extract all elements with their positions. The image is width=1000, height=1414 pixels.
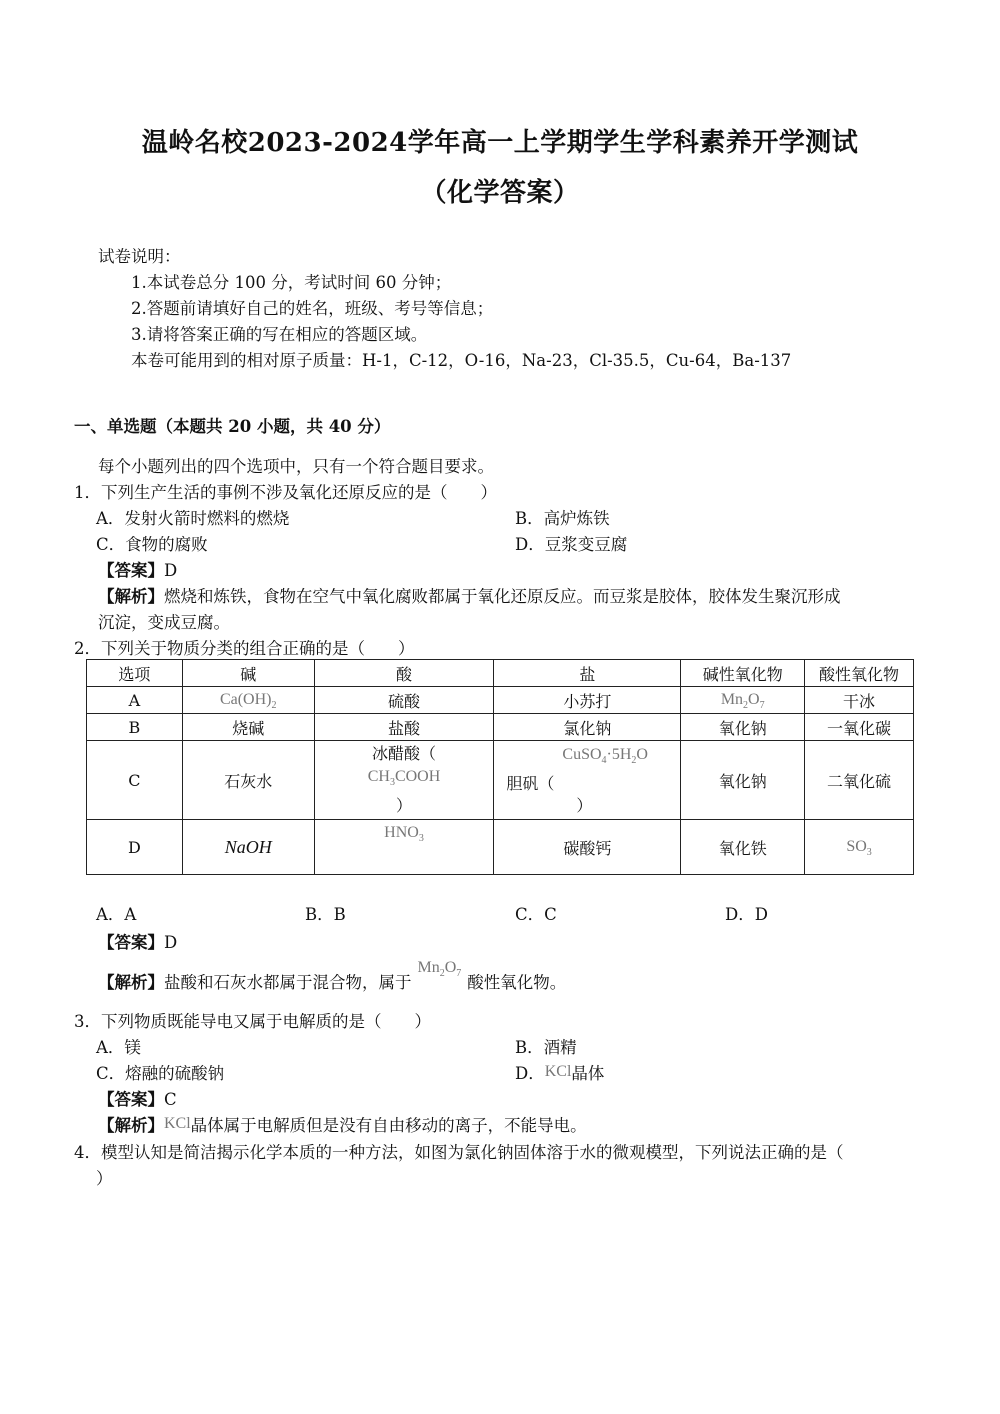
formula: $HNO_3$	[384, 824, 424, 845]
q2-analysis	[98, 959, 567, 1001]
answer-label: 【答案】	[98, 933, 164, 952]
answer-label: 【答案】	[98, 1090, 164, 1109]
analysis-label: 【解析】	[98, 973, 164, 992]
table-cell: 氧化铁	[681, 820, 805, 875]
table-cell	[182, 687, 314, 714]
formula: NaOH	[224, 836, 272, 857]
instructions-heading: 试卷说明：	[98, 247, 181, 266]
table-header: 碱性氧化物	[681, 660, 805, 687]
q2-option-d: D．D	[725, 905, 768, 924]
section-intro: 每个小题列出的四个选项中，只有一个符合题目要求。	[98, 457, 494, 476]
table-cell: 小苏打	[494, 687, 681, 714]
formula: $CuSO_4\cdot 5H_2O$	[562, 746, 648, 767]
q3-option-c: C．熔融的硫酸钠	[96, 1064, 225, 1083]
q2-option-b: B．B	[305, 905, 346, 924]
q2-option-c: C．C	[515, 905, 557, 924]
q2-stem: 2．下列关于物质分类的组合正确的是（ ）	[74, 639, 415, 658]
q1-analysis-cont: 沉淀，变成豆腐。	[98, 613, 230, 632]
table-cell	[314, 820, 494, 875]
table-header: 盐	[494, 660, 681, 687]
table-cell: 硫酸	[314, 687, 494, 714]
table-cell: 氧化钠	[681, 741, 805, 820]
table-cell: 氧化钠	[681, 714, 805, 741]
page-title: 温岭名校2023-2024学年高一上学期学生学科素养开学测试	[141, 128, 859, 158]
answer-value: D	[164, 933, 178, 952]
formula: $Mn_2O_7$	[720, 690, 765, 712]
table-cell: 氯化钠	[494, 714, 681, 741]
instruction-item-2: 2.答题前请填好自己的姓名，班级、考号等信息；	[131, 299, 494, 318]
table-row	[87, 687, 914, 714]
table-header: 酸性氧化物	[805, 660, 914, 687]
table-row	[87, 820, 914, 875]
q2-answer	[98, 932, 177, 954]
table-cell	[182, 820, 314, 875]
q3-option-b: B．酒精	[515, 1038, 577, 1057]
table-cell: $CuSO_4\cdot 5H_2O$ 胆矾（ ）	[494, 741, 681, 820]
q1-option-c: C．食物的腐败	[96, 535, 208, 554]
table-header: 酸	[314, 660, 494, 687]
table-cell: 石灰水	[182, 741, 314, 820]
formula: KCl	[164, 1115, 191, 1132]
analysis-label: 【解析】	[98, 587, 164, 606]
q4-stem: 4．模型认知是简洁揭示化学本质的一种方法，如图为氯化钠固体溶于水的微观模型，下列说法正确的是（	[74, 1143, 844, 1162]
table-cell: 盐酸	[314, 714, 494, 741]
formula: $Mn_2O_7$	[417, 959, 462, 980]
q1-option-d: D．豆浆变豆腐	[515, 535, 628, 554]
table-header-row	[87, 660, 914, 687]
formula: $CH_3COOH$	[367, 768, 441, 789]
analysis-text: 晶体属于电解质但是没有自由移动的离子，不能导电。	[190, 1116, 587, 1135]
table-cell: D	[87, 820, 183, 875]
q3-option-a: A．镁	[96, 1038, 141, 1057]
analysis-text: 酸性氧化物。	[467, 973, 567, 992]
q3-answer	[98, 1089, 177, 1111]
table-row	[87, 741, 914, 820]
table-cell: B	[87, 714, 183, 741]
answer-value: C	[164, 1090, 177, 1109]
q2-option-a: A．A	[96, 905, 137, 924]
q3-option-d: D．KCl晶体	[515, 1063, 605, 1083]
answer-value: D	[164, 561, 178, 580]
q1-option-b: B．高炉炼铁	[515, 509, 610, 528]
q1-answer	[98, 560, 177, 582]
section-heading: 一、单选题（本题共 20 小题，共 40 分）	[74, 417, 391, 436]
instruction-item-3: 3.请将答案正确的写在相应的答题区域。	[131, 325, 428, 344]
table-header: 选项	[87, 660, 183, 687]
table-header: 碱	[182, 660, 314, 687]
analysis-text: 燃烧和炼铁，食物在空气中氧化腐败都属于氧化还原反应。而豆浆是胶体，胶体发生聚沉形成	[164, 587, 841, 606]
table-row	[87, 714, 914, 741]
q1-analysis	[98, 586, 841, 608]
table-cell: C	[87, 741, 183, 820]
atomic-masses: 本卷可能用到的相对原子质量：H-1，C-12，O-16，Na-23，Cl-35.5，Cu-64，Ba-137	[131, 351, 792, 370]
classification-table	[86, 659, 914, 875]
table-cell: 碳酸钙	[494, 820, 681, 875]
table-cell: 干冰	[805, 687, 914, 714]
formula: $SO_3$	[846, 837, 872, 859]
table-cell: 烧碱	[182, 714, 314, 741]
table-cell	[681, 687, 805, 714]
formula: KCl	[544, 1063, 572, 1080]
q3-stem: 3．下列物质既能导电又属于电解质的是（ ）	[74, 1012, 431, 1031]
table-cell: 冰醋酸（ $CH_3COOH$ ）	[314, 741, 494, 820]
answer-label: 【答案】	[98, 561, 164, 580]
formula: $Ca(OH)_2$	[219, 690, 277, 712]
table-cell: 二氧化硫	[805, 741, 914, 820]
analysis-text: 盐酸和石灰水都属于混合物，属于	[164, 973, 412, 992]
table-cell	[805, 820, 914, 875]
analysis-label: 【解析】	[98, 1116, 164, 1135]
q3-analysis	[98, 1115, 587, 1138]
page-subtitle: （化学答案）	[420, 178, 580, 208]
table-cell: 一氧化碳	[805, 714, 914, 741]
instruction-item-1: 1.本试卷总分 100 分，考试时间 60 分钟；	[131, 273, 452, 292]
table-cell: A	[87, 687, 183, 714]
q1-stem: 1．下列生产生活的事例不涉及氧化还原反应的是（ ）	[74, 483, 497, 502]
q4-stem-cont: ）	[96, 1169, 113, 1188]
q1-option-a: A．发射火箭时燃料的燃烧	[96, 509, 290, 528]
